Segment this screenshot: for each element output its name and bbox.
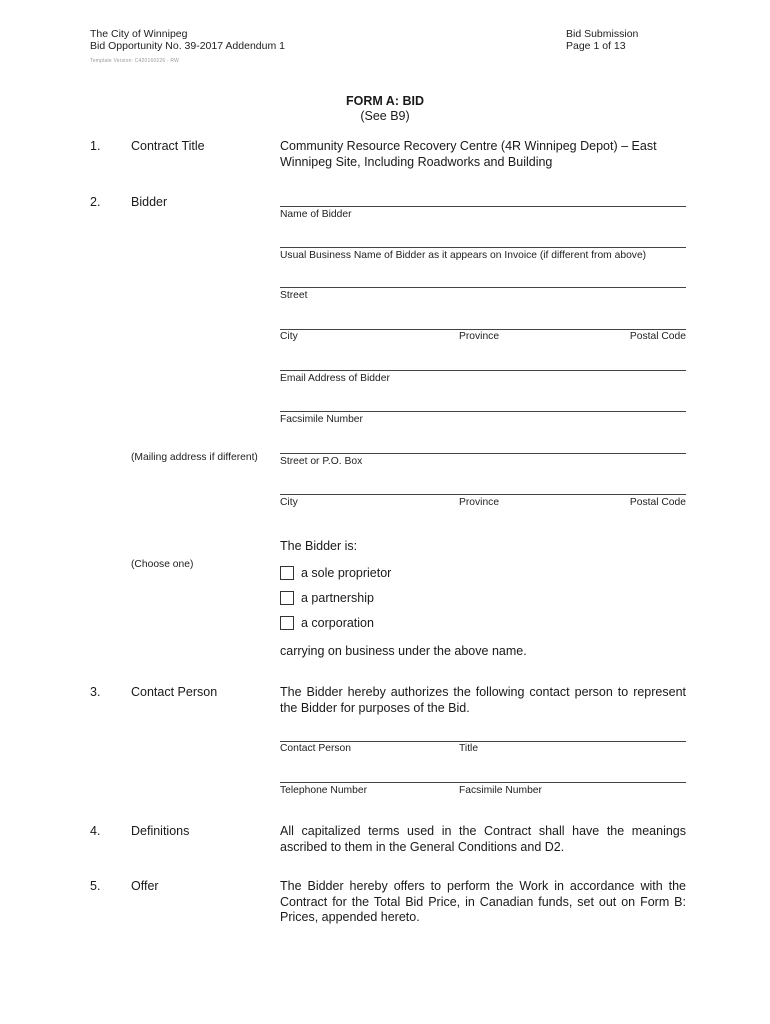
mailing-postal-code-label: Postal Code (629, 497, 686, 508)
city-label: City (280, 331, 298, 342)
contact-person-text: The Bidder hereby authorizes the following contact person to represent the Bidder for purposes of the Bid. (280, 685, 686, 715)
contact-fax-label: Facsimile Number (459, 785, 542, 796)
corporation-label: a corporation (301, 616, 374, 630)
contact-title-label: Title (459, 743, 479, 754)
corporation-checkbox[interactable] (280, 616, 294, 630)
mailing-street-label: Street or P.O. Box (280, 456, 363, 467)
partnership-checkbox[interactable] (280, 591, 294, 605)
definitions-text: All capitalized terms used in the Contract shall have the meanings ascribed to them in the General Conditions and D2. (280, 824, 686, 854)
province-label: Province (459, 331, 500, 342)
header-doc-type: Bid Submission (566, 28, 639, 40)
form-subtitle: (See B9) (360, 109, 410, 123)
header-template-version: Template Version: C420160226 - RW (90, 58, 180, 64)
form-title: FORM A: BID (346, 94, 424, 108)
bidder-name-label: Name of Bidder (280, 209, 352, 220)
email-line[interactable] (280, 370, 686, 371)
partnership-label: a partnership (301, 591, 374, 605)
mailing-address-note: (Mailing address if different) (131, 452, 258, 463)
section-4-number: 4. (90, 824, 101, 838)
street-line[interactable] (280, 287, 686, 288)
section-3-number: 3. (90, 685, 101, 699)
section-1-label: Contract Title (131, 139, 205, 153)
offer-text: The Bidder hereby offers to perform the Work in accordance with the Contract for the Total Bid Price, in Canadian funds, set out on Form B: Prices, appended hereto. (280, 879, 686, 924)
contact-person-title-line[interactable] (280, 741, 686, 742)
section-3-label: Contact Person (131, 685, 218, 699)
usual-business-name-label: Usual Business Name of Bidder as it appears on Invoice (if different from above) (280, 250, 647, 261)
bidder-is-heading: The Bidder is: (280, 539, 358, 553)
section-5-label: Offer (131, 879, 159, 893)
usual-business-name-line[interactable] (280, 247, 686, 248)
fax-label: Facsimile Number (280, 414, 363, 425)
section-4-label: Definitions (131, 824, 190, 838)
carrying-on-business-text: carrying on business under the above name. (280, 644, 527, 658)
fax-line[interactable] (280, 411, 686, 412)
header-bid-opportunity: Bid Opportunity No. 39-2017 Addendum 1 (90, 40, 285, 52)
section-1-number: 1. (90, 139, 101, 153)
section-2-number: 2. (90, 195, 101, 209)
header-page-number: Page 1 of 13 (566, 40, 626, 52)
mailing-street-line[interactable] (280, 453, 686, 454)
postal-code-label: Postal Code (629, 331, 686, 342)
contact-person-label: Contact Person (280, 743, 351, 754)
street-label: Street (280, 290, 308, 301)
bidder-name-line[interactable] (280, 206, 686, 207)
telephone-fax-line[interactable] (280, 782, 686, 783)
email-label: Email Address of Bidder (280, 373, 390, 384)
contract-title-text: Community Resource Recovery Centre (4R Winnipeg Depot) – East Winnipeg Site, Including Roadworks and Building (280, 139, 657, 169)
city-province-postal-line[interactable] (280, 329, 686, 330)
sole-proprietor-checkbox[interactable] (280, 566, 294, 580)
mailing-province-label: Province (459, 497, 500, 508)
mailing-city-province-postal-line[interactable] (280, 494, 686, 495)
choose-one-note: (Choose one) (131, 559, 194, 570)
header-org: The City of Winnipeg (90, 28, 188, 40)
mailing-city-label: City (280, 497, 298, 508)
telephone-label: Telephone Number (280, 785, 368, 796)
section-2-label: Bidder (131, 195, 168, 209)
sole-proprietor-label: a sole proprietor (301, 566, 392, 580)
section-5-number: 5. (90, 879, 101, 893)
